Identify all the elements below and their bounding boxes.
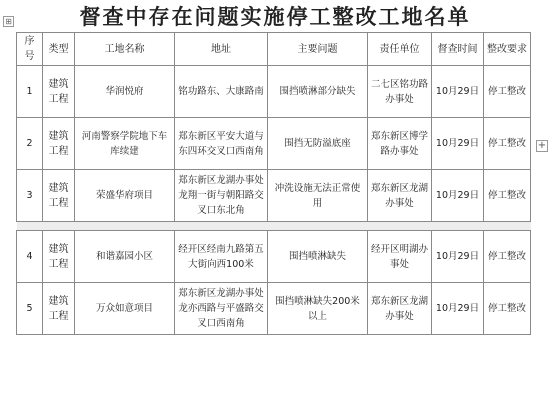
cell-responsible-unit: 郑东新区龙湖办事处: [368, 170, 432, 222]
cell-inspection-date: 10月29日: [432, 283, 484, 335]
cell-type: 建筑工程: [43, 170, 75, 222]
cell-site-name: 华润悦府: [75, 66, 175, 118]
cell-site-name: 万众如意项目: [75, 283, 175, 335]
cell-inspection-date: 10月29日: [432, 170, 484, 222]
cell-index: 2: [17, 118, 43, 170]
cell-main-issue: 冲洗设施无法正常使用: [268, 170, 368, 222]
cell-address: 郑东新区龙湖办事处龙亦西路与平盛路交叉口西南角: [175, 283, 268, 335]
cell-index: 4: [17, 231, 43, 283]
site-list-table: [16, 32, 531, 335]
cell-address: 郑东新区龙湖办事处龙翔一街与朝阳路交叉口东北角: [175, 170, 268, 222]
cell-requirement: 停工整改: [484, 231, 531, 283]
table-row: [17, 283, 531, 335]
cell-main-issue: 围挡无防溢底座: [268, 118, 368, 170]
cell-type: 建筑工程: [43, 231, 75, 283]
cell-inspection-date: 10月29日: [432, 231, 484, 283]
cell-type: 建筑工程: [43, 283, 75, 335]
cell-site-name: 荣盛华府项目: [75, 170, 175, 222]
cell-requirement: 停工整改: [484, 170, 531, 222]
cell-type: 建筑工程: [43, 118, 75, 170]
header-responsible-unit: 责任单位: [368, 33, 432, 66]
header-address: 地址: [175, 33, 268, 66]
cell-responsible-unit: 郑东新区龙湖办事处: [368, 283, 432, 335]
cell-responsible-unit: 二七区铭功路办事处: [368, 66, 432, 118]
cell-index: 1: [17, 66, 43, 118]
table-row: [17, 231, 531, 283]
add-column-button[interactable]: +: [537, 140, 547, 151]
cell-requirement: 停工整改: [484, 283, 531, 335]
header-main-issue: 主要问题: [268, 33, 368, 66]
cell-main-issue: 围挡喷淋缺失200米以上: [268, 283, 368, 335]
header-type: 类型: [43, 33, 75, 66]
page-break-divider: [17, 222, 531, 231]
cell-site-name: 河南警察学院地下车库续建: [75, 118, 175, 170]
cell-inspection-date: 10月29日: [432, 118, 484, 170]
cell-address: 郑东新区平安大道与东四环交叉口西南角: [175, 118, 268, 170]
table-header-row: [17, 33, 531, 66]
cell-requirement: 停工整改: [484, 118, 531, 170]
cell-site-name: 和谐嘉园小区: [75, 231, 175, 283]
cell-main-issue: 围挡喷淋缺失: [268, 231, 368, 283]
header-inspection-date: 督查时间: [432, 33, 484, 66]
table-row: [17, 170, 531, 222]
table-select-handle[interactable]: ⊞: [3, 16, 14, 27]
cell-type: 建筑工程: [43, 66, 75, 118]
header-requirement: 整改要求: [484, 33, 531, 66]
cell-inspection-date: 10月29日: [432, 66, 484, 118]
table-row: [17, 66, 531, 118]
header-index: 序号: [17, 33, 43, 66]
table-row: [17, 118, 531, 170]
cell-address: 铭功路东、大康路南: [175, 66, 268, 118]
header-site-name: 工地名称: [75, 33, 175, 66]
cell-responsible-unit: 经开区明湖办事处: [368, 231, 432, 283]
page-break-cell: [17, 222, 531, 231]
cell-index: 5: [17, 283, 43, 335]
cell-index: 3: [17, 170, 43, 222]
cell-address: 经开区经南九路第五大街向西100米: [175, 231, 268, 283]
page-title: 督查中存在问题实施停工整改工地名单: [79, 4, 471, 29]
cell-requirement: 停工整改: [484, 66, 531, 118]
cell-main-issue: 围挡喷淋部分缺失: [268, 66, 368, 118]
cell-responsible-unit: 郑东新区博学路办事处: [368, 118, 432, 170]
